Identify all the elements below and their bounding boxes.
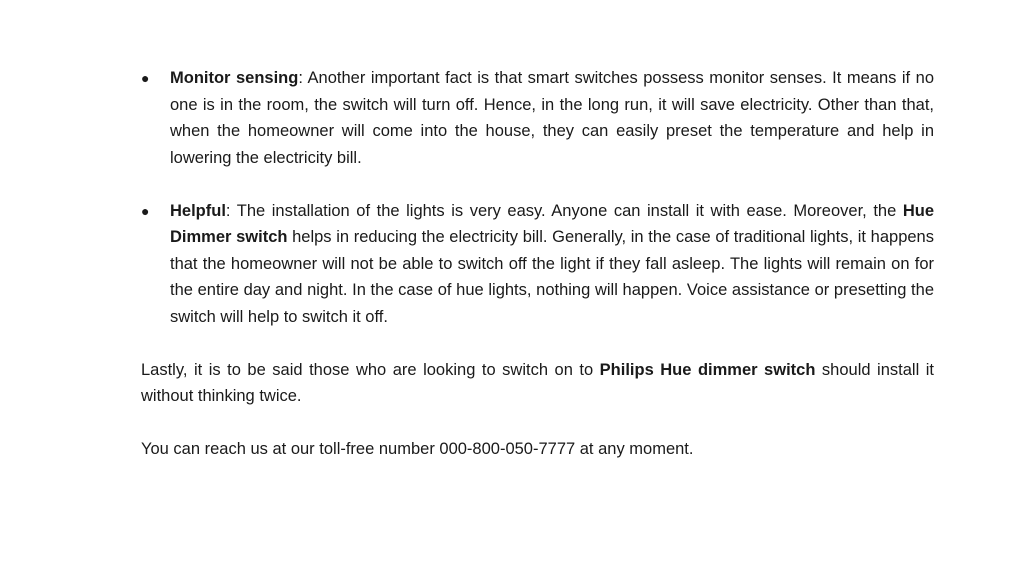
closing-paragraph (141, 357, 934, 410)
closing-bold-inline: Philips Hue dimmer switch (599, 360, 816, 379)
bullet-term: Monitor sensing (170, 69, 299, 87)
bullet-bold-inline: Hue Dimmer switch (170, 201, 934, 246)
bullet-marker: ● (141, 202, 150, 219)
closing-text-before: Lastly, it is to be said those who are looking to switch on to (141, 360, 600, 379)
bullet-item-helpful (141, 198, 934, 331)
contact-text: You can reach us at our toll-free number 000-800-050-7777 at any moment. (141, 440, 694, 458)
bullet-list (141, 65, 934, 330)
bullet-item-monitor-sensing (141, 65, 934, 171)
contact-paragraph (141, 436, 934, 463)
bullet-text-after: helps in reducing the electricity bill. Generally, in the case of traditional lights, it happens that the homeowner will not be able to switch off the light if they fall asleep. The lights will remain on for the entire day and night. In the case of hue lights, nothing will happen. Voice assistance or presetting the switch will help to switch it off. (170, 228, 934, 326)
bullet-marker: ● (141, 70, 150, 86)
bullet-text-before: : The installation of the lights is very easy. Anyone can install it with ease. Moreover, the (225, 201, 903, 220)
bullet-term: Helpful (170, 201, 226, 220)
bullet-text: : Another important fact is that smart switches possess monitor senses. It means if no one is in the room, the switch will turn off. Hence, in the long run, it will save electricity. Other than that, when the homeowner will come into the house, they can easily preset the temperature and help in lowering the electricity bill. (170, 69, 934, 167)
document-body (141, 65, 934, 489)
closing-text-after: should install it without thinking twice. (141, 360, 934, 405)
